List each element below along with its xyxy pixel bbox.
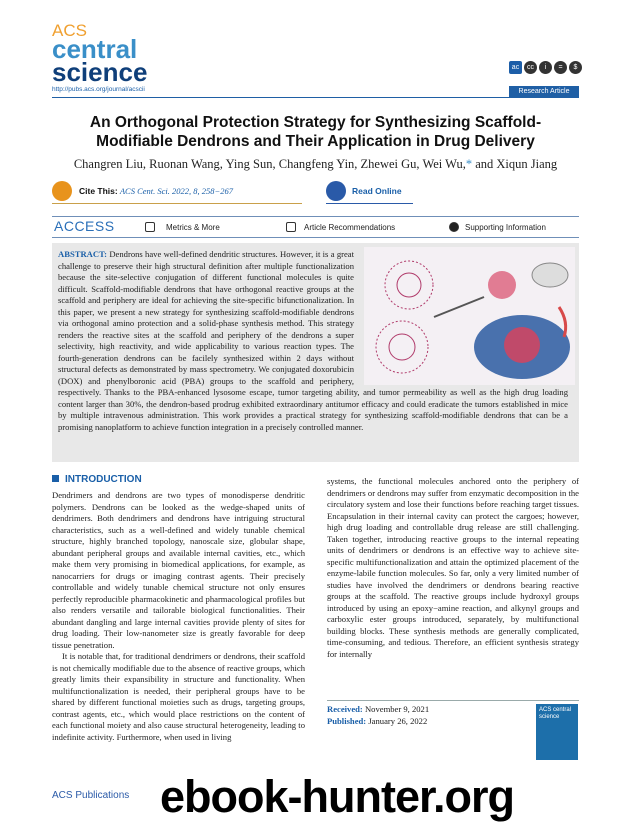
mouse-shape — [532, 263, 568, 287]
published-date: January 26, 2022 — [368, 715, 428, 726]
journal-url[interactable]: http://pubs.acs.org/journal/acscii — [52, 86, 145, 93]
recommendations-link[interactable]: Article Recommendations — [304, 223, 396, 232]
article-dates — [327, 704, 527, 727]
logo-line1: ACS — [52, 21, 87, 40]
cite-underline — [52, 203, 302, 204]
authors-tail: and Xiqun Jiang — [472, 157, 558, 171]
corresponding-author-icon[interactable]: * — [465, 157, 473, 171]
abstract-label: ABSTRACT: — [58, 249, 108, 259]
recommendations-icon[interactable] — [286, 222, 296, 232]
cite-icon[interactable] — [52, 181, 72, 201]
prodrug-particle — [488, 271, 516, 299]
supporting-info-link[interactable]: Supporting Information — [465, 223, 546, 232]
published-label: Published: — [327, 715, 367, 726]
intro-paragraph-3: systems, the functional molecules anchored onto the periphery of dendrimers or dendrons may suffer from enzymatic decomposition in the circulatory system and lose their functions before reaching target tissues. Encapsulation in their internal cavity can protect the cargoes; however, high drug loading and controllable drug release are still challenging. Taken together, introducing reactive groups to the internal repeating units of dendrimers or dendrons is an effective way to achieve site-specific multifunctionalization and attain the optimized placement of the enzyme-labile function molecules. So far, only a very limited number of studies have involved the dendrimers or dendrons bearing reactive groups at the scaffold. The reactive groups include hydroxyl groups introduced by using an epoxy−amine reaction, and alkynyl groups and carboxylic ester groups introduced, separately, by multifunctional building blocks. These synthesis methods are generally complicated, time-consuming, and tedious. Therefore, an efficient synthesis strategy for internally — [327, 476, 579, 659]
received-label: Received: — [327, 704, 363, 714]
received-date: November 9, 2021 — [364, 704, 430, 714]
metrics-icon[interactable] — [145, 222, 155, 232]
read-underline — [326, 203, 413, 204]
acs-publications-logo[interactable]: ACS Publications — [52, 790, 130, 801]
read-online-link[interactable]: Read Online — [352, 186, 402, 196]
intro-paragraph-1: Dendrimers and dendrons are two types of monodisperse dendritic polymers. Dendrons can be looked as the wedge-shaped units of dendrimers. Both dendrimers and dendrons have intriguing structural characteristics, such as a well-defined and widely tunable chemical structure, highly branched topology, nanoscale size, globular shape, abundant peripheral groups and available internal cavities, etc., which make them very promising in biomedical applications, for example, as nanocarriers for drugs or imaging contrast agents. Their precisely controllable and widely tunable chemical structure not only ensures perfectly reproducible pharmacokinetic and pharmacological profiles but also renders versatile and tailorable biological functionalities. Their abundant dangling and large internal cavities provide plenty of sites for drug loading. Their low-nanometer size is greatly favorable for deep tissue penetration. — [52, 490, 305, 650]
cite-journal: ACS Cent. Sci. — [119, 186, 170, 196]
cite-this[interactable] — [79, 186, 233, 196]
journal-logo — [52, 21, 148, 87]
toc-graphic[interactable] — [364, 247, 575, 385]
journal-cover-thumbnail[interactable]: ACS central science — [536, 704, 578, 760]
logo-line3: science — [52, 56, 148, 87]
authors-text: Changren Liu, Ruonan Wang, Ying Sun, Changfeng Yin, Zhewei Gu, Wei Wu, — [73, 157, 466, 171]
metrics-link[interactable]: Metrics & More — [166, 223, 220, 232]
nc-icon: $ — [569, 61, 582, 74]
cc-icon: cc — [524, 61, 537, 74]
column-right — [327, 476, 579, 660]
cite-label: Cite This: — [79, 186, 118, 196]
cite-year: 2022, 8, 258−267 — [172, 186, 234, 196]
nucleus-shape — [504, 327, 540, 363]
column-left — [52, 490, 305, 743]
supporting-info-icon[interactable] — [449, 222, 459, 232]
nd-icon: = — [554, 61, 567, 74]
author-list — [52, 157, 579, 172]
intro-heading — [52, 474, 142, 485]
intro-heading-text: INTRODUCTION — [65, 474, 142, 485]
watermark: ebook-hunter.org — [160, 771, 514, 822]
dates-divider — [327, 700, 579, 701]
section-bullet — [52, 475, 59, 482]
article-title: An Orthogonal Protection Strategy for Synthesizing Scaffold-Modifiable Dendrons and Their Application in Drug Delivery — [89, 114, 542, 150]
open-access-icon: ac — [509, 61, 522, 74]
read-online-icon[interactable] — [326, 181, 346, 201]
header-divider — [52, 97, 579, 98]
by-icon: i — [539, 61, 552, 74]
intro-paragraph-2: It is notable that, for traditional dendrimers or dendrons, their scaffold is not chemically modifiable due to the absence of reactive groups, which greatly limits their expansibility in structure and functionality. When multifunctionalization is needed, their peripheral groups have to be shared by different functional moieties such as drugs, targeting groups, contrast agents, etc., which would place restrictions on the content of each functional moiety and also cause structural heterogeneity, leading to indefinite activity. Furthermore, when used in living — [52, 651, 305, 742]
logo-line2: central — [52, 34, 138, 65]
abstract-text: Dendrons have well-defined dendritic structures. However, it is a great challenge to preserve their high structural definition after multiple functionalization because the site-selective conjugation of different functional molecules is quite difficult. Scaffold-modifiable dendrons that have orthogonal reactive groups at the scaffold and periphery are ideal for achieving the site-specific bifunctionalization. In this paper, we present a new strategy for synthesizing scaffold-modifiable dendrons via orthogonal amino protection and a solid-phase synthesis method. This strategy renders the reactive sites at the scaffold and periphery of the dendrons a super selectivity, high reactivity, and wide applicability to various reaction types. The fourth-generation dendrons can be facilely synthesized within 2 days without structural defects as demonstrated by mass spectrometry. We conjugated doxorubicin (DOX) and phenylboronic acid (PBA) groups to the scaffold and periphery, respectively. Thanks to the PBA-enhanced lysosome escape, tumor targeting ability, and tumor permeability as well as the high drug loading content larger than 30%, the dendron-based prodrug exhibited extraordinary antitumor efficacy and could eradicate the tumors established in mice by multiple intravenous administration. This work provides a practical strategy for synthesizing scaffold-modifiable dendrons that can be a promising nanoplatform to achieve function integration in a precisely controlled manner. — [58, 249, 568, 432]
access-label: ACCESS — [54, 218, 115, 234]
article-type-badge: Research Article — [509, 86, 579, 98]
license-icons — [509, 61, 582, 75]
